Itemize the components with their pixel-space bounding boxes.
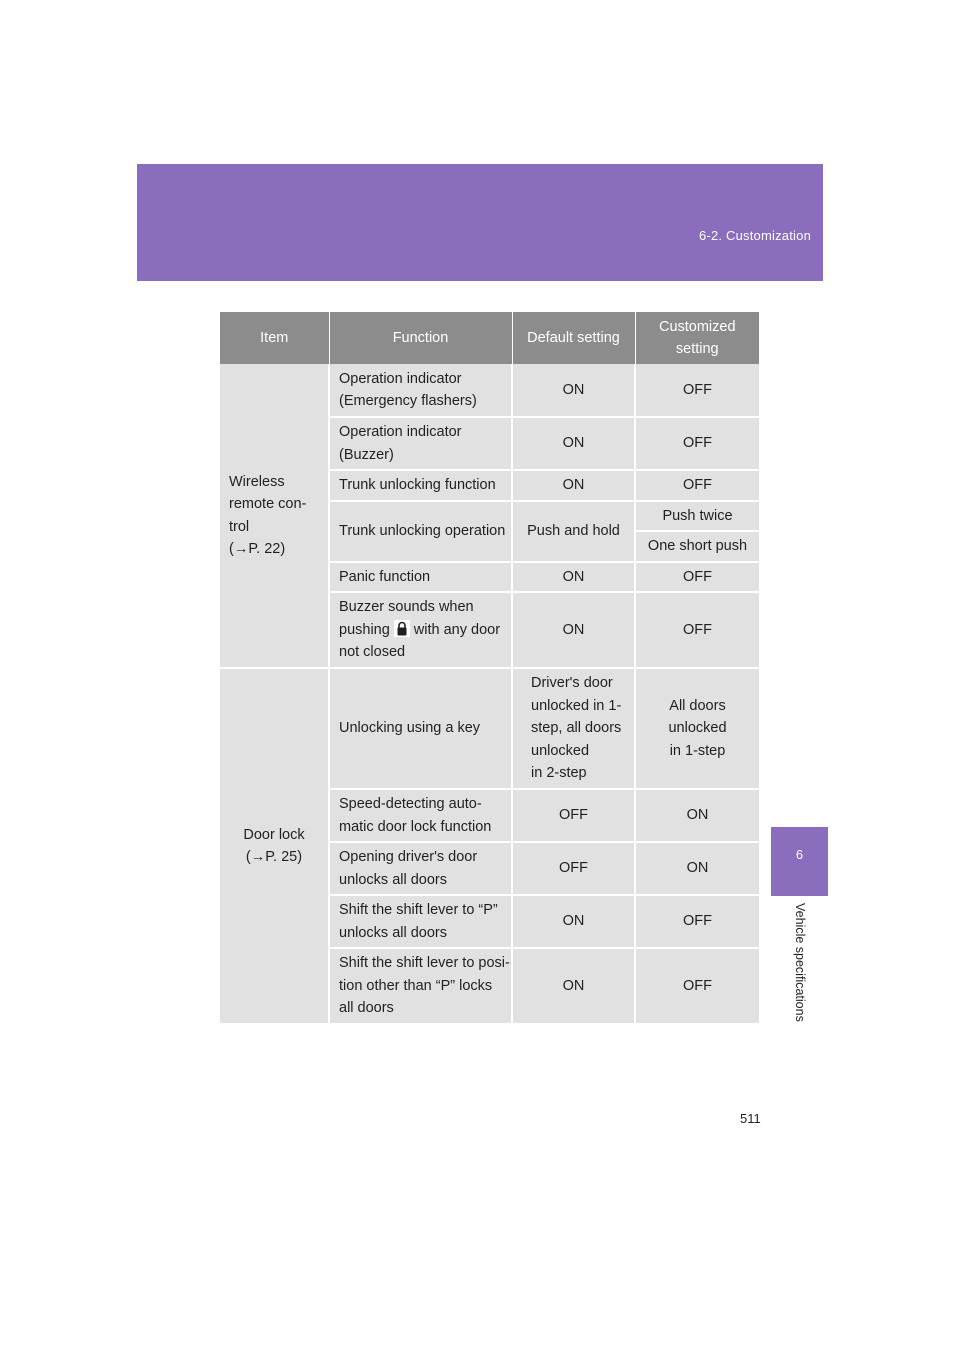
default-cell: ON <box>512 562 635 592</box>
function-cell: Shift the shift lever to posi- tion other than “P” locks all doors <box>329 948 512 1024</box>
table-header-row <box>220 312 759 364</box>
custom-cell: OFF <box>635 470 759 501</box>
default-cell: ON <box>512 470 635 501</box>
custom-cell: OFF <box>635 562 759 592</box>
default-cell: ON <box>512 417 635 470</box>
chapter-label-text: Vehicle specifications <box>793 903 807 1022</box>
custom-cell: ON <box>635 789 759 842</box>
default-cell: Push and hold <box>512 501 635 562</box>
custom-cell: All doors unlocked in 1-step <box>635 668 759 789</box>
column-header-function: Function <box>329 312 512 364</box>
customization-table <box>220 312 759 1025</box>
function-text-before: Buzzer sounds when pushing <box>339 599 474 638</box>
default-cell: OFF <box>512 842 635 895</box>
function-cell: Operation indicator (Emergency flashers) <box>329 364 512 417</box>
function-cell: Trunk unlocking operation <box>329 501 512 562</box>
custom-cell: OFF <box>635 364 759 417</box>
header-band <box>137 164 823 281</box>
lock-icon <box>394 620 410 637</box>
page-number: 511 <box>740 1111 761 1126</box>
default-cell: ON <box>512 364 635 417</box>
custom-cell: OFF <box>635 948 759 1024</box>
item-door-lock: Door lock (→P. 25) <box>220 668 329 1024</box>
default-cell: Driver's door unlocked in 1- step, all doors unlocked in 2-step <box>512 668 635 789</box>
function-cell: Trunk unlocking function <box>329 470 512 501</box>
default-cell: ON <box>512 592 635 668</box>
chapter-tab <box>771 827 828 896</box>
custom-cell: OFF <box>635 417 759 470</box>
function-cell: Operation indicator (Buzzer) <box>329 417 512 470</box>
section-title: 6-2. Customization <box>699 228 811 243</box>
column-header-item: Item <box>220 312 329 364</box>
custom-cell: OFF <box>635 895 759 948</box>
chapter-number: 6 <box>795 847 804 862</box>
function-cell: Opening driver's door unlocks all doors <box>329 842 512 895</box>
column-header-customized: Customized setting <box>635 312 759 364</box>
chapter-label <box>790 903 808 1053</box>
function-cell: Panic function <box>329 562 512 592</box>
custom-cell: ON <box>635 842 759 895</box>
table-row <box>220 668 759 789</box>
custom-cell: Push twice <box>635 501 759 531</box>
table-row <box>220 364 759 417</box>
custom-cell: OFF <box>635 592 759 668</box>
default-cell: ON <box>512 895 635 948</box>
function-cell: Speed-detecting auto- matic door lock function <box>329 789 512 842</box>
default-cell: ON <box>512 948 635 1024</box>
function-cell: Unlocking using a key <box>329 668 512 789</box>
function-text-after: with any door not closed <box>339 621 501 661</box>
column-header-default: Default setting <box>512 312 635 364</box>
custom-cell-alt: One short push <box>635 531 759 562</box>
item-wireless-remote: Wireless remote con- trol (→P. 22) <box>220 364 329 668</box>
default-cell: OFF <box>512 789 635 842</box>
function-cell <box>329 592 512 668</box>
function-cell: Shift the shift lever to “P” unlocks all doors <box>329 895 512 948</box>
